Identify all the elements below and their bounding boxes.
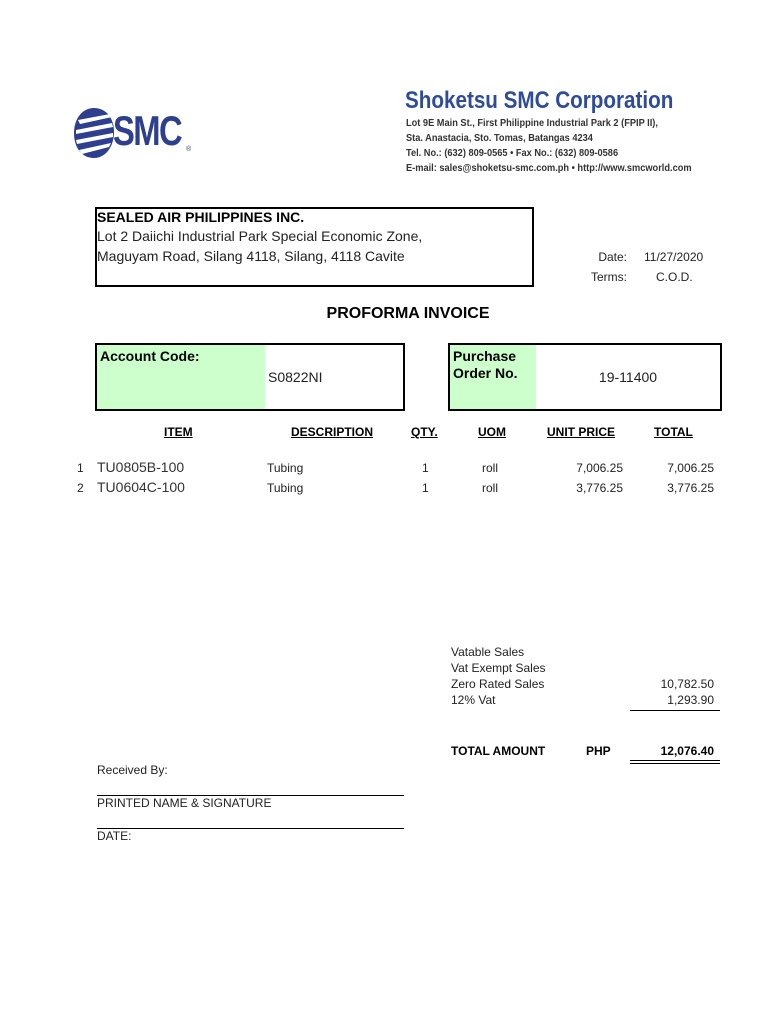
account-code-label: Account Code: xyxy=(97,345,265,409)
row-2-number: 2 xyxy=(77,481,84,495)
customer-name: SEALED AIR PHILIPPINES INC. xyxy=(97,209,305,225)
row-1-description: Tubing xyxy=(267,461,304,475)
logo-wordmark: SMC xyxy=(113,107,182,154)
customer-address-1: Lot 2 Daiichi Industrial Park Special Economic Zone, xyxy=(97,228,423,244)
row-2-unit-price: 3,776.25 xyxy=(576,481,623,495)
col-header-qty: QTY. xyxy=(411,425,438,439)
row-2-item: TU0604C-100 xyxy=(97,479,185,495)
row-1-unit-price: 7,006.25 xyxy=(576,461,623,475)
document-title: PROFORMA INVOICE xyxy=(326,305,490,322)
row-2-total: 3,776.25 xyxy=(667,481,714,495)
zero-rated-sales-label: Zero Rated Sales xyxy=(451,677,545,691)
company-name: Shoketsu SMC Corporation xyxy=(405,87,674,114)
printed-name-label: PRINTED NAME & SIGNATURE xyxy=(97,796,272,810)
row-1-uom: roll xyxy=(482,461,499,475)
purchase-order-label-line-1: Purchase xyxy=(453,348,517,364)
terms-value: C.O.D. xyxy=(656,270,693,284)
purchase-order-box xyxy=(448,343,722,411)
smc-logo-icon xyxy=(72,106,116,160)
company-address-2: Sta. Anastacia, Sto. Tomas, Batangas 4234 xyxy=(406,132,593,144)
vat-value: 1,293.90 xyxy=(667,693,714,707)
row-1-number: 1 xyxy=(77,461,84,475)
zero-rated-sales-value: 10,782.50 xyxy=(660,677,714,691)
row-2-uom: roll xyxy=(482,481,499,495)
col-header-uom: UOM xyxy=(478,425,506,439)
row-1-item: TU0805B-100 xyxy=(97,459,185,475)
subtotal-rule xyxy=(630,710,720,711)
total-rule-bottom xyxy=(630,763,720,764)
col-header-description: DESCRIPTION xyxy=(291,425,374,439)
row-1-qty: 1 xyxy=(422,461,429,475)
registered-mark: ® xyxy=(186,146,192,153)
col-header-total: TOTAL xyxy=(654,425,693,439)
total-amount-label: TOTAL AMOUNT xyxy=(451,744,546,758)
purchase-order-label-line-2: Order No. xyxy=(453,365,518,381)
account-code-value: S0822NI xyxy=(268,369,323,385)
signoff-date-label: DATE: xyxy=(97,829,132,843)
purchase-order-value: 19-11400 xyxy=(598,369,658,385)
company-contact: Tel. No.: (632) 809-0565 • Fax No.: (632) 809-0586 xyxy=(406,147,619,159)
total-amount-value: 12,076.40 xyxy=(660,744,714,758)
col-header-unit-price: UNIT PRICE xyxy=(547,425,616,439)
terms-label: Terms: xyxy=(591,270,627,284)
date-line xyxy=(97,828,404,829)
total-rule-top xyxy=(630,760,720,761)
date-value: 11/27/2020 xyxy=(644,250,704,264)
row-2-description: Tubing xyxy=(267,481,304,495)
date-label: Date: xyxy=(598,250,627,264)
currency-label: PHP xyxy=(586,744,611,758)
row-1-total: 7,006.25 xyxy=(667,461,714,475)
col-header-item: ITEM xyxy=(164,425,193,439)
row-2-qty: 1 xyxy=(422,481,429,495)
company-web: E-mail: sales@shoketsu-smc.com.ph • http://www.smcworld.com xyxy=(406,162,692,174)
customer-address-2: Maguyam Road, Silang 4118, Silang, 4118 Cavite xyxy=(97,248,405,264)
purchase-order-label xyxy=(450,345,536,409)
received-by-label: Received By: xyxy=(97,763,168,777)
vatable-sales-label: Vatable Sales xyxy=(451,645,525,659)
vat-label: 12% Vat xyxy=(451,693,496,707)
account-code-box xyxy=(95,343,405,411)
company-address-1: Lot 9E Main St., First Philippine Industrial Park 2 (FPIP II), xyxy=(406,117,658,129)
vat-exempt-sales-label: Vat Exempt Sales xyxy=(451,661,546,675)
